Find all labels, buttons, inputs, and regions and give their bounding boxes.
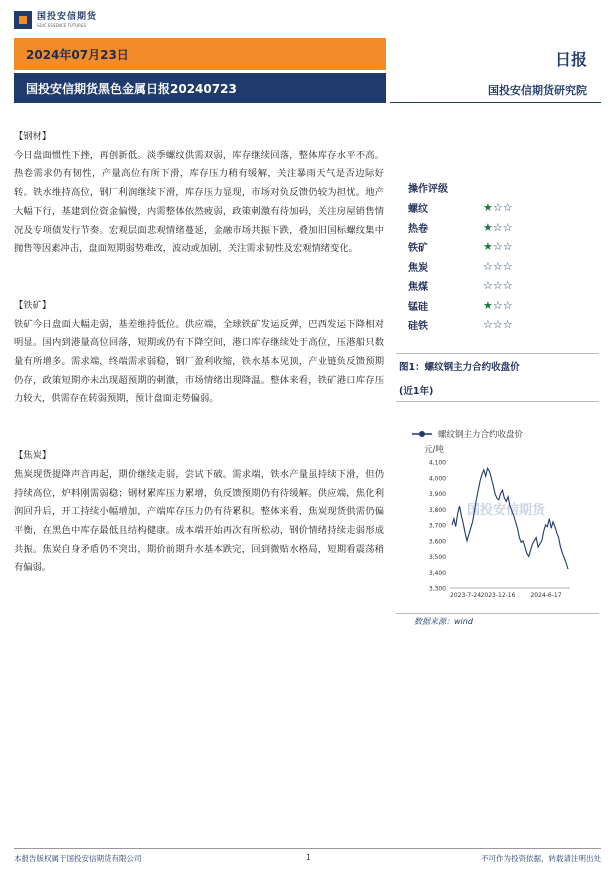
y-tick-label: 3,800 — [428, 506, 446, 514]
figure-divider — [396, 401, 599, 402]
rating-heading: 操作评级 — [408, 184, 448, 195]
section-body: 焦炭现货提降声音再起，期价继续走弱，尝试下破。需求端，铁水产量虽持续下滑，但仍持续高位，炉料刚需弱稳；钢材累库压力累增，负反馈预期仍有待缓解。供应端，焦化利润回升后，开工持续小幅增加，产端库存压力仍有待累积。整体来看，焦炭现货供需仍偏平衡，在黑色中库存最低且结构健康。成本端开始再次有所松动，钢价情绪持续走弱形成共振。焦炭自身矛盾仍不突出，期价前期升水基本跌完，回到微贴水格局，短期看震荡稍有偏弱。 — [14, 468, 384, 574]
rating-row — [408, 257, 588, 277]
section-heading: 【铁矿】 — [14, 299, 52, 311]
footer-disclaimer: 不可作为投资依据，转载请注明出处 — [481, 854, 601, 863]
rating-row — [408, 276, 588, 296]
y-tick-label: 4,100 — [428, 459, 446, 467]
company-logo — [14, 11, 97, 29]
rating-row — [408, 237, 588, 257]
star-rating — [483, 318, 513, 331]
star-filled-icon: ★ — [483, 240, 493, 254]
star-empty-icon: ☆ — [502, 220, 513, 234]
star-empty-icon: ☆ — [492, 201, 503, 215]
rating-row — [408, 296, 588, 316]
x-tick-label: 2023-12-16 — [480, 592, 516, 599]
doc-type: 日报 — [554, 50, 587, 69]
y-tick-label: 3,600 — [428, 538, 446, 546]
figure-divider — [396, 353, 599, 354]
star-rating — [483, 279, 513, 292]
section-body: 铁矿今日盘面大幅走弱，基差维持低位。供应端，全球铁矿发运反弹，巴西发运下降相对明显。国内到港量高位回落，短期或仍有下降空间，港口库存继续处于高位，压港船只数量有所增多。需求端，终端需求弱稳，钢厂盈利收缩，铁水基本见顶，产业链负反馈预期仍存，政策短期亦未出现超预期的刺激，市场情绪出现降温。整体来看，铁矿港口库存压力较大，供需存在转弱预期，预计盘面走势偏弱。 — [14, 318, 384, 405]
rating-row — [408, 198, 588, 218]
footer-divider — [14, 848, 601, 849]
figure-caption: 图1：螺纹钢主力合约收盘价 — [399, 362, 520, 373]
star-rating — [483, 221, 513, 234]
star-empty-icon: ☆ — [483, 259, 493, 273]
rating-commodity: 焦炭 — [408, 262, 428, 274]
y-tick-label: 3,300 — [428, 585, 446, 593]
star-rating — [483, 240, 513, 253]
logo-name-en: SDIC ESSENCE FUTURES — [37, 22, 87, 28]
page-number: 1 — [306, 853, 311, 862]
figure-caption-period: (近1年) — [399, 386, 434, 397]
star-empty-icon: ☆ — [483, 279, 493, 293]
star-empty-icon: ☆ — [502, 259, 513, 273]
star-rating — [483, 201, 513, 214]
section-body: 今日盘面惯性下挫，再创新低。淡季螺纹供需双弱，库存继续回落，整体库存水平不高。热卷需求仍有韧性，产量高位有所下滑，库存压力稍有缓解，关注暴雨天气是否边际好转。铁水维持高位，钢厂利润继续下滑，库存压力显现，市场对负反馈仍较为担忧。地产大幅下行，基建到位资金偏慢，内需整体依然疲弱，政策刺激有待加码，关注房屋销售情况及专项债发行节奏。宏观层面悲观情绪蔓延，金融市场共振下跌，叠加旧国标螺纹集中抛售等因素冲击，盘面短期弱势难改，波动或加剧，关注需求韧性及宏观情绪变化。 — [14, 149, 384, 255]
x-tick-label: 2023-7-24 — [450, 592, 482, 599]
chart-watermark: 国投安信期货 — [466, 503, 546, 518]
section-heading: 【钢材】 — [14, 131, 52, 142]
section-steel — [14, 128, 384, 259]
report-date: 2024年07月23日 — [26, 48, 129, 62]
footer-copyright: 本报告版权属于国投安信期货有限公司 — [14, 854, 142, 863]
star-empty-icon: ☆ — [502, 298, 513, 312]
x-tick-label: 2024-6-17 — [530, 592, 562, 599]
section-heading: 【焦炭】 — [14, 450, 52, 462]
star-empty-icon: ☆ — [502, 201, 513, 215]
star-empty-icon: ☆ — [492, 318, 503, 332]
logo-name: 国投安信期货 — [37, 11, 98, 22]
report-title: 国投安信期货黑色金属日报20240723 — [26, 82, 237, 96]
rebar-price-chart — [398, 412, 578, 608]
legend-label: 螺纹钢主力合约收盘价 — [438, 430, 524, 440]
y-tick-label: 3,500 — [428, 554, 446, 561]
institute-name: 国投安信期货研究院 — [488, 84, 587, 97]
star-empty-icon: ☆ — [492, 298, 503, 312]
legend-marker — [419, 431, 425, 437]
y-tick-label: 3,400 — [428, 569, 446, 577]
star-rating — [483, 299, 513, 312]
rating-commodity: 热卷 — [408, 223, 428, 235]
commentary-column — [14, 128, 384, 578]
y-tick-label: 4,000 — [428, 475, 446, 483]
star-empty-icon: ☆ — [492, 240, 503, 254]
rating-panel — [408, 180, 588, 335]
header-divider — [390, 102, 601, 103]
rating-commodity: 铁矿 — [408, 243, 428, 255]
logo-mark-icon — [14, 11, 32, 29]
star-empty-icon: ☆ — [492, 259, 503, 273]
star-empty-icon: ☆ — [502, 318, 513, 332]
star-empty-icon: ☆ — [492, 220, 503, 234]
star-empty-icon: ☆ — [483, 318, 493, 332]
star-empty-icon: ☆ — [502, 279, 513, 293]
series-line — [452, 468, 568, 569]
section-iron-ore — [14, 297, 384, 409]
star-rating — [483, 260, 513, 273]
y-axis-label: 元/吨 — [424, 445, 444, 455]
y-tick-label: 3,900 — [428, 491, 446, 498]
rating-row — [408, 315, 588, 335]
section-coke — [14, 447, 384, 578]
star-filled-icon: ★ — [483, 298, 493, 312]
figure-divider — [396, 613, 599, 614]
rating-commodity: 硅铁 — [408, 321, 428, 333]
y-tick-label: 3,700 — [428, 522, 446, 530]
star-empty-icon: ☆ — [492, 279, 503, 293]
rating-commodity: 焦煤 — [408, 282, 428, 294]
star-filled-icon: ★ — [483, 220, 493, 234]
rating-row — [408, 218, 588, 238]
rating-commodity: 锰硅 — [408, 301, 428, 313]
rating-commodity: 螺纹 — [408, 204, 428, 216]
star-empty-icon: ☆ — [502, 240, 513, 254]
data-source: 数据来源：wind — [414, 617, 473, 626]
star-filled-icon: ★ — [483, 201, 493, 215]
